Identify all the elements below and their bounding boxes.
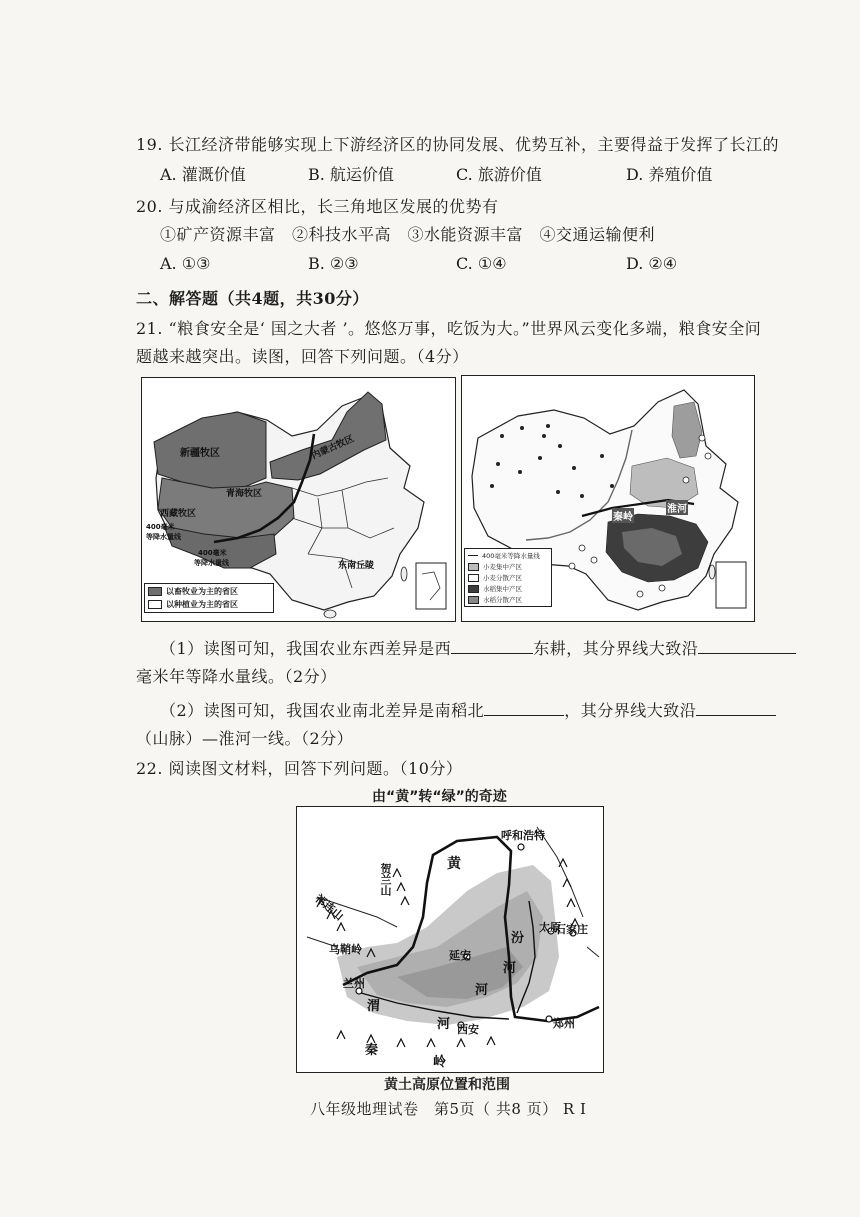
q20-items: ①矿产资源丰富 ②科技水平高 ③水能资源丰富 ④交通运输便利 [160,225,656,244]
q20-stem: 20. 与成渝经济区相比，长三角地区发展的优势有 [136,197,499,216]
legend-swatch-wheat-scattered [468,574,479,582]
label-shijiazhuang: 石家庄 [555,923,588,936]
label-qinghai-pastoral: 青海牧区 [226,489,263,499]
label-huaihe: 淮河 [666,500,688,515]
q21-sub1-line1 [160,636,796,659]
label-fen: 汾 [511,931,525,946]
legend-item-wheat-concentrated [468,562,548,571]
q21-sub2-blank-1[interactable] [484,701,564,716]
legend-label-rain400: 400毫米等降水量线 [482,552,540,560]
label-xinjiang-pastoral: 新疆牧区 [180,448,220,459]
legend-item-rice-scattered [468,595,548,604]
q21-stem-line1: 21. “粮食安全是‘ 国之大者 ’。悠悠万事，吃饭为大。”世界风云变化多端，粮食安全问 [136,319,762,338]
legend-item-rain400 [468,551,548,560]
legend-label-rice-scattered: 水稻分散产区 [483,596,522,604]
legend-item-pastoral [148,586,270,597]
legend-swatch-rice-concentrated [468,585,479,593]
label-neimenggu-pastoral: 内蒙古牧区 [310,434,356,462]
legend-label-wheat-concentrated: 小麦集中产区 [483,563,522,571]
label-xizang-pastoral: 西藏牧区 [160,509,197,519]
q21-sub1-blank-2[interactable] [698,639,796,654]
label-huhehaote: 呼和浩特 [501,829,545,842]
q21-sub2-text-a: （2）读图可知，我国农业南北差异是南稻北 [160,701,485,720]
label-lanzhou: 兰州 [343,977,365,990]
q21-sub1-text-a: （1）读图可知，我国农业东西差异是西 [160,639,452,658]
legend-swatch-farming [148,600,162,609]
label-rain-400-a: 400毫米 [146,523,175,531]
legend-item-rice-concentrated [468,584,548,593]
label-ling: 岭 [433,1055,447,1070]
legend-label-wheat-scattered: 小麦分散产区 [483,574,522,582]
label-wei-he: 河 [437,1017,451,1032]
page-footer: 八年级地理试卷 第5页（ 共8 页） R I [310,1100,587,1118]
map1-legend [144,583,274,613]
q19-stem: 19. 长江经济带能够实现上下游经济区的协同发展、优势互补，主要得益于发挥了长江的 [136,135,780,154]
q20-option-c[interactable]: C. ①④ [456,254,507,273]
legend-swatch-wheat-concentrated [468,563,479,571]
q20-option-b[interactable]: B. ②③ [308,254,359,273]
label-qin: 秦 [365,1043,379,1058]
q22-map-title: 由“黄”转“绿”的奇迹 [372,789,507,805]
q19-option-b[interactable]: B. 航运价值 [308,165,394,184]
label-wei: 渭 [367,999,381,1014]
label-rain-400-d: 等降水量线 [194,559,229,567]
loess-plateau-map-graphic [297,807,603,1072]
q19-option-a[interactable]: A. 灌溉价值 [160,165,246,184]
section-heading: 二、解答题（共4题，共30分） [136,289,369,308]
q21-sub2-blank-2[interactable] [696,701,776,716]
label-southeast-hills: 东南丘陵 [338,561,375,571]
legend-label-pastoral: 以畜牧业为主的省区 [166,587,238,596]
label-wushaoling: 乌鞘岭 [329,943,362,956]
q21-sub1-blank-1[interactable] [451,639,533,654]
legend-label-rice-concentrated: 水稻集中产区 [483,585,522,593]
label-fen-he: 河 [503,961,517,976]
q22-stem: 22. 阅读图文材料，回答下列问题。（10分） [136,759,463,778]
q20-option-d[interactable]: D. ②④ [626,254,678,273]
label-huang-he: 河 [475,983,489,998]
legend-label-farming: 以种植业为主的省区 [166,600,238,609]
q21-sub2-line1 [160,698,776,721]
q21-sub2-text-b: ，其分界线大致沿 [564,701,697,720]
label-zhengzhou: 郑州 [553,1017,575,1030]
label-qinling: 秦岭 [612,508,634,523]
q21-sub2-line2: （山脉）—淮河一线。（2分） [136,729,354,748]
legend-swatch-rice-scattered [468,596,479,604]
label-taiyuan: 太原 [539,921,561,934]
legend-swatch-rain400 [468,555,478,556]
map2-legend [464,548,552,607]
legend-item-wheat-scattered [468,573,548,582]
q22-map-caption: 黄土高原位置和范围 [384,1077,510,1093]
legend-item-farming [148,599,270,610]
q19-option-d[interactable]: D. 养殖价值 [626,165,713,184]
label-rain-400-b: 等降水量线 [146,533,181,541]
label-qilianshan: 祁连山 [312,891,346,923]
agriculture-type-map [141,377,456,622]
crop-distribution-map [461,375,755,622]
label-yanan: 延安 [449,949,471,962]
q21-sub1-text-b: 东耕，其分界线大致沿 [533,639,699,658]
q20-option-a[interactable]: A. ①③ [160,254,211,273]
label-helanshan: 贺兰山 [379,863,392,896]
legend-swatch-pastoral [148,587,162,596]
loess-plateau-map [296,806,604,1073]
label-rain-400-c: 400毫米 [198,549,227,557]
label-xian: 西安 [457,1023,479,1036]
q21-stem-line2: 题越来越突出。读图，回答下列问题。（4分） [136,347,469,366]
q21-sub1-line2: 毫米年等降水量线。（2分） [136,667,337,686]
q19-option-c[interactable]: C. 旅游价值 [456,165,542,184]
label-huang: 黄 [447,856,461,872]
